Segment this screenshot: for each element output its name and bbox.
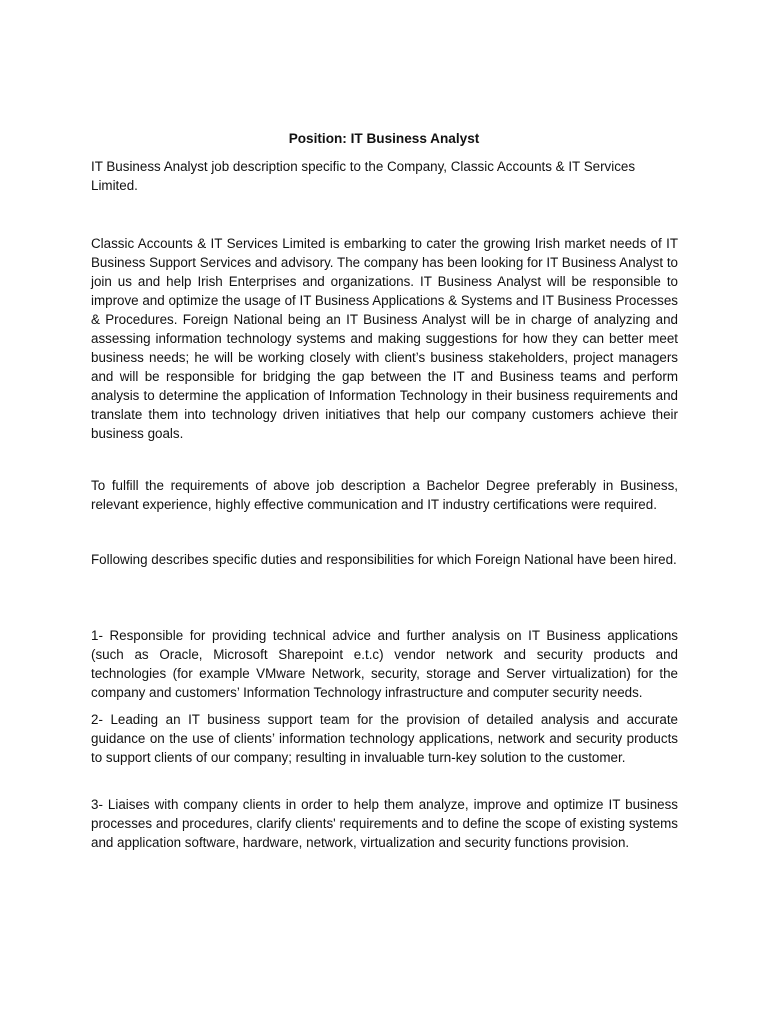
company-paragraph: Classic Accounts & IT Services Limited is embarking to cater the growing Irish market needs of IT Business Support Services and advisory. The company has been looking for IT Business Analyst to join us and help Irish Enterprises and organizations. IT Business Analyst will be responsible to improve and optimize the usage of IT Business Applications & Systems and IT Business Processes & Procedures. Foreign National being an IT Business Analyst will be in charge of analyzing and assessing information technology systems and making suggestions for how they can better meet business needs; he will be working closely with client’s business stakeholders, project managers and will be responsible for bridging the gap between the IT and Business teams and perform analysis to determine the application of Information Technology in their business requirements and translate them into technology driven initiatives that help our company customers achieve their business goals. — [91, 236, 678, 441]
requirements-paragraph: To fulfill the requirements of above job description a Bachelor Degree preferably in Business, relevant experience, highly effective communication and IT industry certifications were required. — [91, 478, 678, 512]
duty-item-2: 2- Leading an IT business support team for the provision of detailed analysis and accurate guidance on the use of clients’ information technology applications, network and security products to support clients of our company; resulting in invaluable turn-key solution to the customer. — [91, 712, 678, 765]
duty-item-3: 3- Liaises with company clients in order to help them analyze, improve and optimize IT business processes and procedures, clarify clients' requirements and to define the scope of existing systems and application software, hardware, network, virtualization and security functions provision. — [91, 797, 678, 850]
document-title: Position: IT Business Analyst — [288, 131, 480, 146]
intro-paragraph: IT Business Analyst job description specific to the Company, Classic Accounts & IT Services Limited. — [91, 159, 636, 193]
duty-item-1: 1- Responsible for providing technical advice and further analysis on IT Business applications (such as Oracle, Microsoft Sharepoint e.t.c) vendor network and security products and technologies (for example VMware Network, security, storage and Server virtualization) for the company and customers’ Information Technology infrastructure and computer security needs. — [91, 628, 678, 700]
duties-intro-paragraph: Following describes specific duties and responsibilities for which Foreign National have been hired. — [91, 552, 677, 567]
